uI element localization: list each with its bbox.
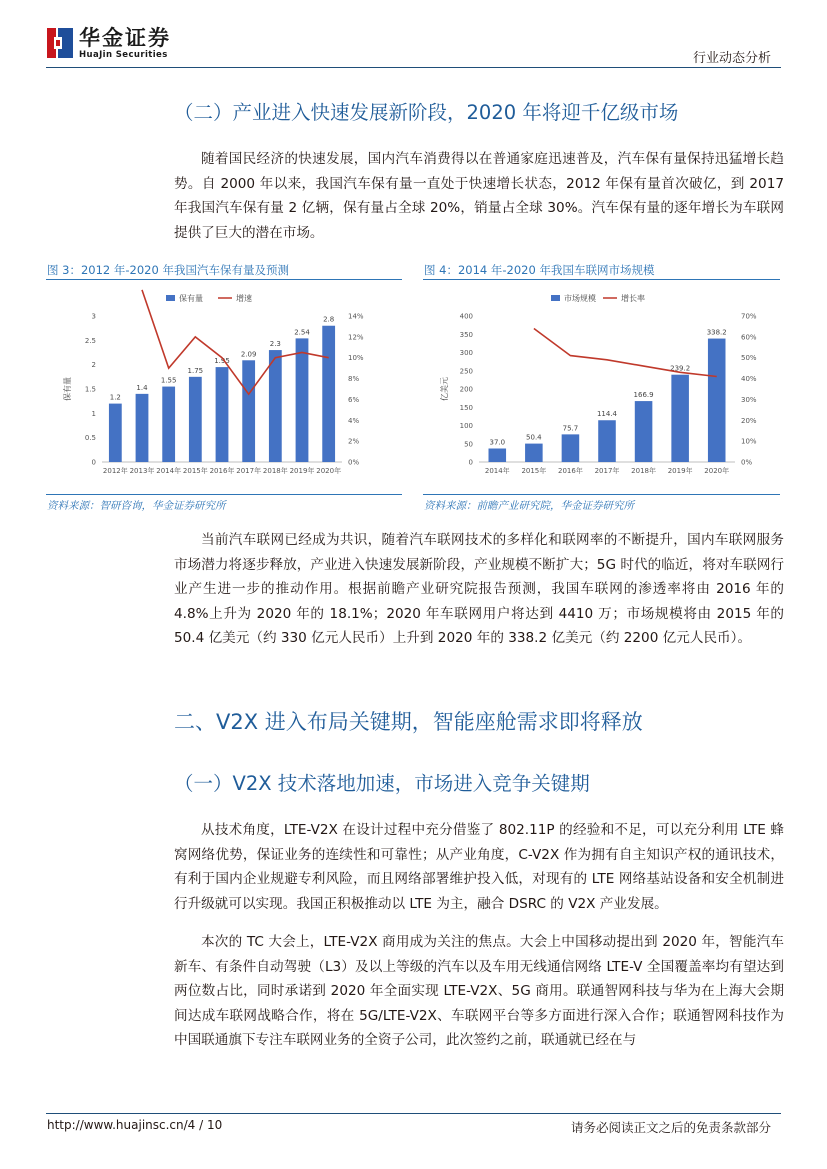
bar-value-label: 1.2 xyxy=(109,393,121,402)
x-tick-label: 2017年 xyxy=(236,467,262,475)
x-tick-label: 2012年 xyxy=(102,467,128,475)
bar xyxy=(189,377,202,462)
figure4-svg xyxy=(423,284,781,490)
bar xyxy=(525,444,543,462)
logo-mark-icon xyxy=(47,25,73,61)
bar xyxy=(296,338,309,462)
y2-tick-label: 2% xyxy=(348,437,360,446)
legend-bar-swatch xyxy=(551,295,560,301)
legend-line-label: 增速 xyxy=(236,294,252,303)
bar xyxy=(635,401,653,462)
figure4-title: 图 4：2014 年-2020 年我国车联网市场规模 xyxy=(424,263,655,277)
x-tick-label: 2013年 xyxy=(129,467,155,475)
y2-tick-label: 8% xyxy=(348,375,360,384)
bar-value-label: 239.2 xyxy=(670,364,691,373)
report-type: 行业动态分析 xyxy=(692,51,771,66)
y-tick-label: 100 xyxy=(459,422,473,430)
y-tick-label: 150 xyxy=(459,403,473,412)
x-tick-label: 2015年 xyxy=(182,467,208,475)
y-tick-label: 200 xyxy=(459,385,473,394)
bar-value-label: 1.55 xyxy=(160,376,177,385)
y2-tick-label: 12% xyxy=(348,333,364,342)
legend-line-label: 增长率 xyxy=(621,294,645,303)
bar xyxy=(708,339,726,462)
paragraph-lte-v2x-tech: 从技术角度，LTE-V2X 在设计过程中充分借鉴了 802.11P 的经验和不足，可以充分利用 LTE 蜂窝网络优势，保证业务的连续性和可靠性；从产业角度，C-V2X 作为拥有自主知识产权的通讯技术，有利于国内企业规避专利风险，而且网络部署维护投入低，对现有的 LTE 网络基站设备和安全机制进行升级就可以实现。我国正积极推动以 LTE 为主，融合 DSRC 的 V2X 产业发展。 xyxy=(174,822,784,912)
paragraph-connected-vehicle-market: 当前汽车联网已经成为共识，随着汽车联网技术的多样化和联网率的不断提升，国内车联网服务市场潜力将逐步释放，产业进入快速发展新阶段，产业规模不断扩大；5G 时代的临近，将对车联网行业产生进一步的推动作用。根据前瞻产业研究院报告预测，我国车联网的渗透率将由 2016 年的 4.8%上升为 2020 年的 18.1%；2020 年车联网用户将达到 4410 万；市场规模将由 2015 年的 50.4 亿美元（约 330 亿元人民币）上升到 2020 年的 338.2 亿美元（约 2200 亿元人民币）。 xyxy=(174,532,784,647)
bar xyxy=(136,394,149,462)
bar xyxy=(322,326,335,462)
y-tick-label: 400 xyxy=(459,312,473,321)
figure3-bottom-rule xyxy=(46,494,402,495)
y2-tick-label: 70% xyxy=(741,312,757,321)
x-tick-label: 2019年 xyxy=(667,467,693,475)
y-tick-label: 300 xyxy=(459,349,473,357)
legend-bar-swatch xyxy=(166,295,175,301)
y-tick-label: 2.5 xyxy=(84,336,96,345)
bar-value-label: 75.7 xyxy=(562,424,579,433)
x-tick-label: 2017年 xyxy=(594,467,620,475)
y2-tick-label: 40% xyxy=(741,375,757,384)
bar-value-label: 1.75 xyxy=(187,366,204,375)
legend-bar-label: 保有量 xyxy=(179,294,203,303)
bar xyxy=(562,434,580,462)
bar xyxy=(598,420,616,462)
x-tick-label: 2020年 xyxy=(316,467,342,475)
bar-value-label: 37.0 xyxy=(489,438,506,447)
y-tick-label: 350 xyxy=(459,330,473,339)
y2-tick-label: 6% xyxy=(348,395,360,404)
bar-value-label: 166.9 xyxy=(633,391,654,400)
footer-divider xyxy=(46,1113,781,1114)
section-heading-industry: （二）产业进入快速发展新阶段，2020 年将迎千亿级市场 xyxy=(174,101,679,124)
section-heading-v2x-tech: （一）V2X 技术落地加速，市场进入竞争关键期 xyxy=(174,772,590,795)
bar-value-label: 2.54 xyxy=(294,328,310,337)
y2-tick-label: 20% xyxy=(741,416,757,425)
header-divider xyxy=(46,67,781,68)
bar xyxy=(162,387,175,462)
y-tick-label: 3 xyxy=(91,312,96,321)
figure3-svg xyxy=(46,284,404,490)
logo-cn-text: 华金证券 xyxy=(79,26,171,50)
footer-disclaimer: 请务必阅读正文之后的免责条款部分 xyxy=(570,1120,771,1135)
x-tick-label: 2020年 xyxy=(704,467,730,475)
bar-value-label: 338.2 xyxy=(706,328,727,337)
x-tick-label: 2018年 xyxy=(631,467,656,475)
x-tick-label: 2014年 xyxy=(156,467,182,475)
figure4-chart xyxy=(423,284,781,494)
y2-tick-label: 14% xyxy=(348,312,364,321)
x-tick-label: 2016年 xyxy=(209,467,235,475)
bar xyxy=(269,350,282,462)
figure3-chart xyxy=(46,284,404,494)
logo-en-text: HuaJin Securities xyxy=(79,50,168,60)
y-tick-label: 250 xyxy=(459,367,473,376)
bar-value-label: 1.4 xyxy=(136,383,148,392)
y-tick-label: 0.5 xyxy=(84,434,96,443)
y-tick-label: 0 xyxy=(91,458,96,467)
y-tick-label: 1.5 xyxy=(84,385,96,394)
figure3-source: 资料来源：智研咨询，华金证券研究所 xyxy=(47,500,226,512)
bar-value-label: 114.4 xyxy=(596,410,618,419)
legend-bar-label: 市场规模 xyxy=(564,294,596,303)
bar-value-label: 2.09 xyxy=(240,350,257,359)
company-logo xyxy=(47,25,171,61)
y2-tick-label: 60% xyxy=(741,333,757,342)
y-tick-label: 50 xyxy=(464,440,473,449)
bar xyxy=(242,360,255,462)
y2-tick-label: 0% xyxy=(741,458,753,467)
y-tick-label: 1 xyxy=(91,409,96,418)
x-tick-label: 2018年 xyxy=(262,467,288,475)
bar xyxy=(489,448,507,462)
y2-tick-label: 4% xyxy=(348,416,360,425)
figure4-source: 资料来源：前瞻产业研究院，华金证券研究所 xyxy=(424,500,634,512)
y-tick-label: 2 xyxy=(91,361,96,370)
footer-page-number: 4 / 10 xyxy=(187,1118,223,1132)
bar xyxy=(109,404,122,462)
paragraph-vehicle-ownership: 随着国民经济的快速发展，国内汽车消费得以在普通家庭迅速普及，汽车保有量保持迅猛增长趋势。自 2000 年以来，我国汽车保有量一直处于快速增长状态，2012 年保有量首次破亿，到 2017 年我国汽车保有量 2 亿辆，保有量占全球 20%，销量占全球 30%。汽车保有量的逐年增长为车联网提供了巨大的潜在市场。 xyxy=(174,151,784,241)
bar-value-label: 1.95 xyxy=(214,357,230,366)
y2-tick-label: 0% xyxy=(348,458,360,467)
y2-tick-label: 30% xyxy=(741,395,757,404)
x-tick-label: 2015年 xyxy=(521,467,547,475)
y-axis-title: 亿美元 xyxy=(440,377,449,401)
figure4-bottom-rule xyxy=(423,494,780,495)
x-tick-label: 2019年 xyxy=(289,467,315,475)
footer-url[interactable]: http://www.huajinsc.cn/ xyxy=(47,1118,188,1132)
y2-tick-label: 10% xyxy=(348,354,364,363)
paragraph-tc-conference: 本次的 TC 大会上，LTE-V2X 商用成为关注的焦点。大会上中国移动提出到 2020 年，智能汽车新车、有条件自动驾驶（L3）及以上等级的汽车以及车用无线通信网络 LTE-V 全国覆盖率均有望达到两位数占比，同时承诺到 2020 年全面实现 LTE-V2X、5G 商用。联通智网科技与华为在上海大会期间达成车联网战略合作，将在 5G/LTE-V2X、车联网平台等多方面进行深入合作；联通智网科技作为中国联通旗下专注车联网业务的全资子公司，此次签约之前，联通就已经在与 xyxy=(174,934,784,1049)
x-tick-label: 2014年 xyxy=(484,467,510,475)
y2-tick-label: 10% xyxy=(741,437,757,446)
chapter-heading-v2x: 二、V2X 进入布局关键期，智能座舱需求即将释放 xyxy=(174,710,643,734)
y-axis-title: 保有量 xyxy=(63,377,72,401)
figure4-top-rule xyxy=(423,279,780,280)
figure3-top-rule xyxy=(46,279,402,280)
footer-url-page xyxy=(47,1118,222,1132)
bar xyxy=(216,367,229,462)
figure3-title: 图 3：2012 年-2020 年我国汽车保有量及预测 xyxy=(47,263,289,277)
bar-value-label: 50.4 xyxy=(526,433,542,442)
x-tick-label: 2016年 xyxy=(558,467,583,475)
bar xyxy=(671,375,689,462)
y-tick-label: 0 xyxy=(468,458,473,467)
y2-tick-label: 50% xyxy=(741,354,757,363)
bar-value-label: 2.8 xyxy=(323,315,335,324)
bar-value-label: 2.3 xyxy=(269,340,281,349)
